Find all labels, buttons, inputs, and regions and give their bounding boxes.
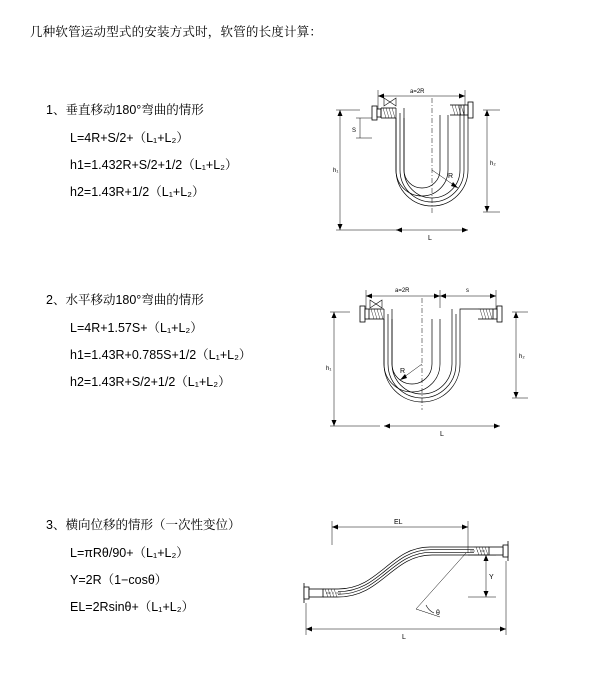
section-3-title: 3、横向位移的情形（一次性变位） (46, 518, 241, 532)
label-r: R (448, 173, 454, 180)
section-1-formula-2: h1=1.432R+S/2+1/2（L₁+L₂） (70, 158, 238, 172)
section-2-formula-2: h1=1.43R+0.785S+1/2（L₁+L₂） (70, 348, 252, 362)
label-a-2r: a=2R (410, 89, 425, 95)
section-1-title: 1、垂直移动180°弯曲的情形 (46, 103, 204, 117)
section-3-formula-2: Y=2R（1−cosθ） (70, 573, 168, 587)
label-h1: h₁ (333, 168, 339, 174)
section-2-formula-3: h2=1.43R+S/2+1/2（L₁+L₂） (70, 375, 231, 389)
label2-r: R (400, 368, 406, 375)
label3-L: L (402, 634, 406, 641)
label-h2: h₂ (490, 161, 496, 167)
section-3-text (46, 515, 306, 624)
section-2-title: 2、水平移动180°弯曲的情形 (46, 293, 204, 307)
label2-L: L (440, 431, 444, 438)
section-1-text (46, 100, 306, 209)
label2-a-2r: a=2R (395, 288, 410, 294)
section-3-formula-3: EL=2Rsinθ+（L₁+L₂） (70, 600, 195, 614)
label3-el: EL (394, 519, 403, 526)
section-2-diagram (300, 278, 560, 478)
section-2-formula-1: L=4R+1.57S+（L₁+L₂） (70, 321, 203, 335)
label-s: S (352, 128, 357, 134)
label2-h2: h₂ (519, 354, 525, 360)
section-1-formula-3: h2=1.43R+1/2（L₁+L₂） (70, 185, 205, 199)
label3-theta: θ (436, 610, 440, 617)
section-1-diagram (300, 80, 560, 280)
section-1-formula-1: L=4R+S/2+（L₁+L₂） (70, 131, 189, 145)
label-L: L (428, 235, 432, 242)
label2-h1: h₁ (326, 366, 332, 372)
section-3-formula-1: L=πRθ/90+（L₁+L₂） (70, 546, 189, 560)
label2-s: s (466, 288, 469, 294)
label3-y: Y (489, 574, 494, 581)
section-3-diagram (290, 505, 570, 645)
section-2-text (46, 290, 306, 399)
page-title: 几种软管运动型式的安装方式时，软管的长度计算： (30, 25, 323, 39)
